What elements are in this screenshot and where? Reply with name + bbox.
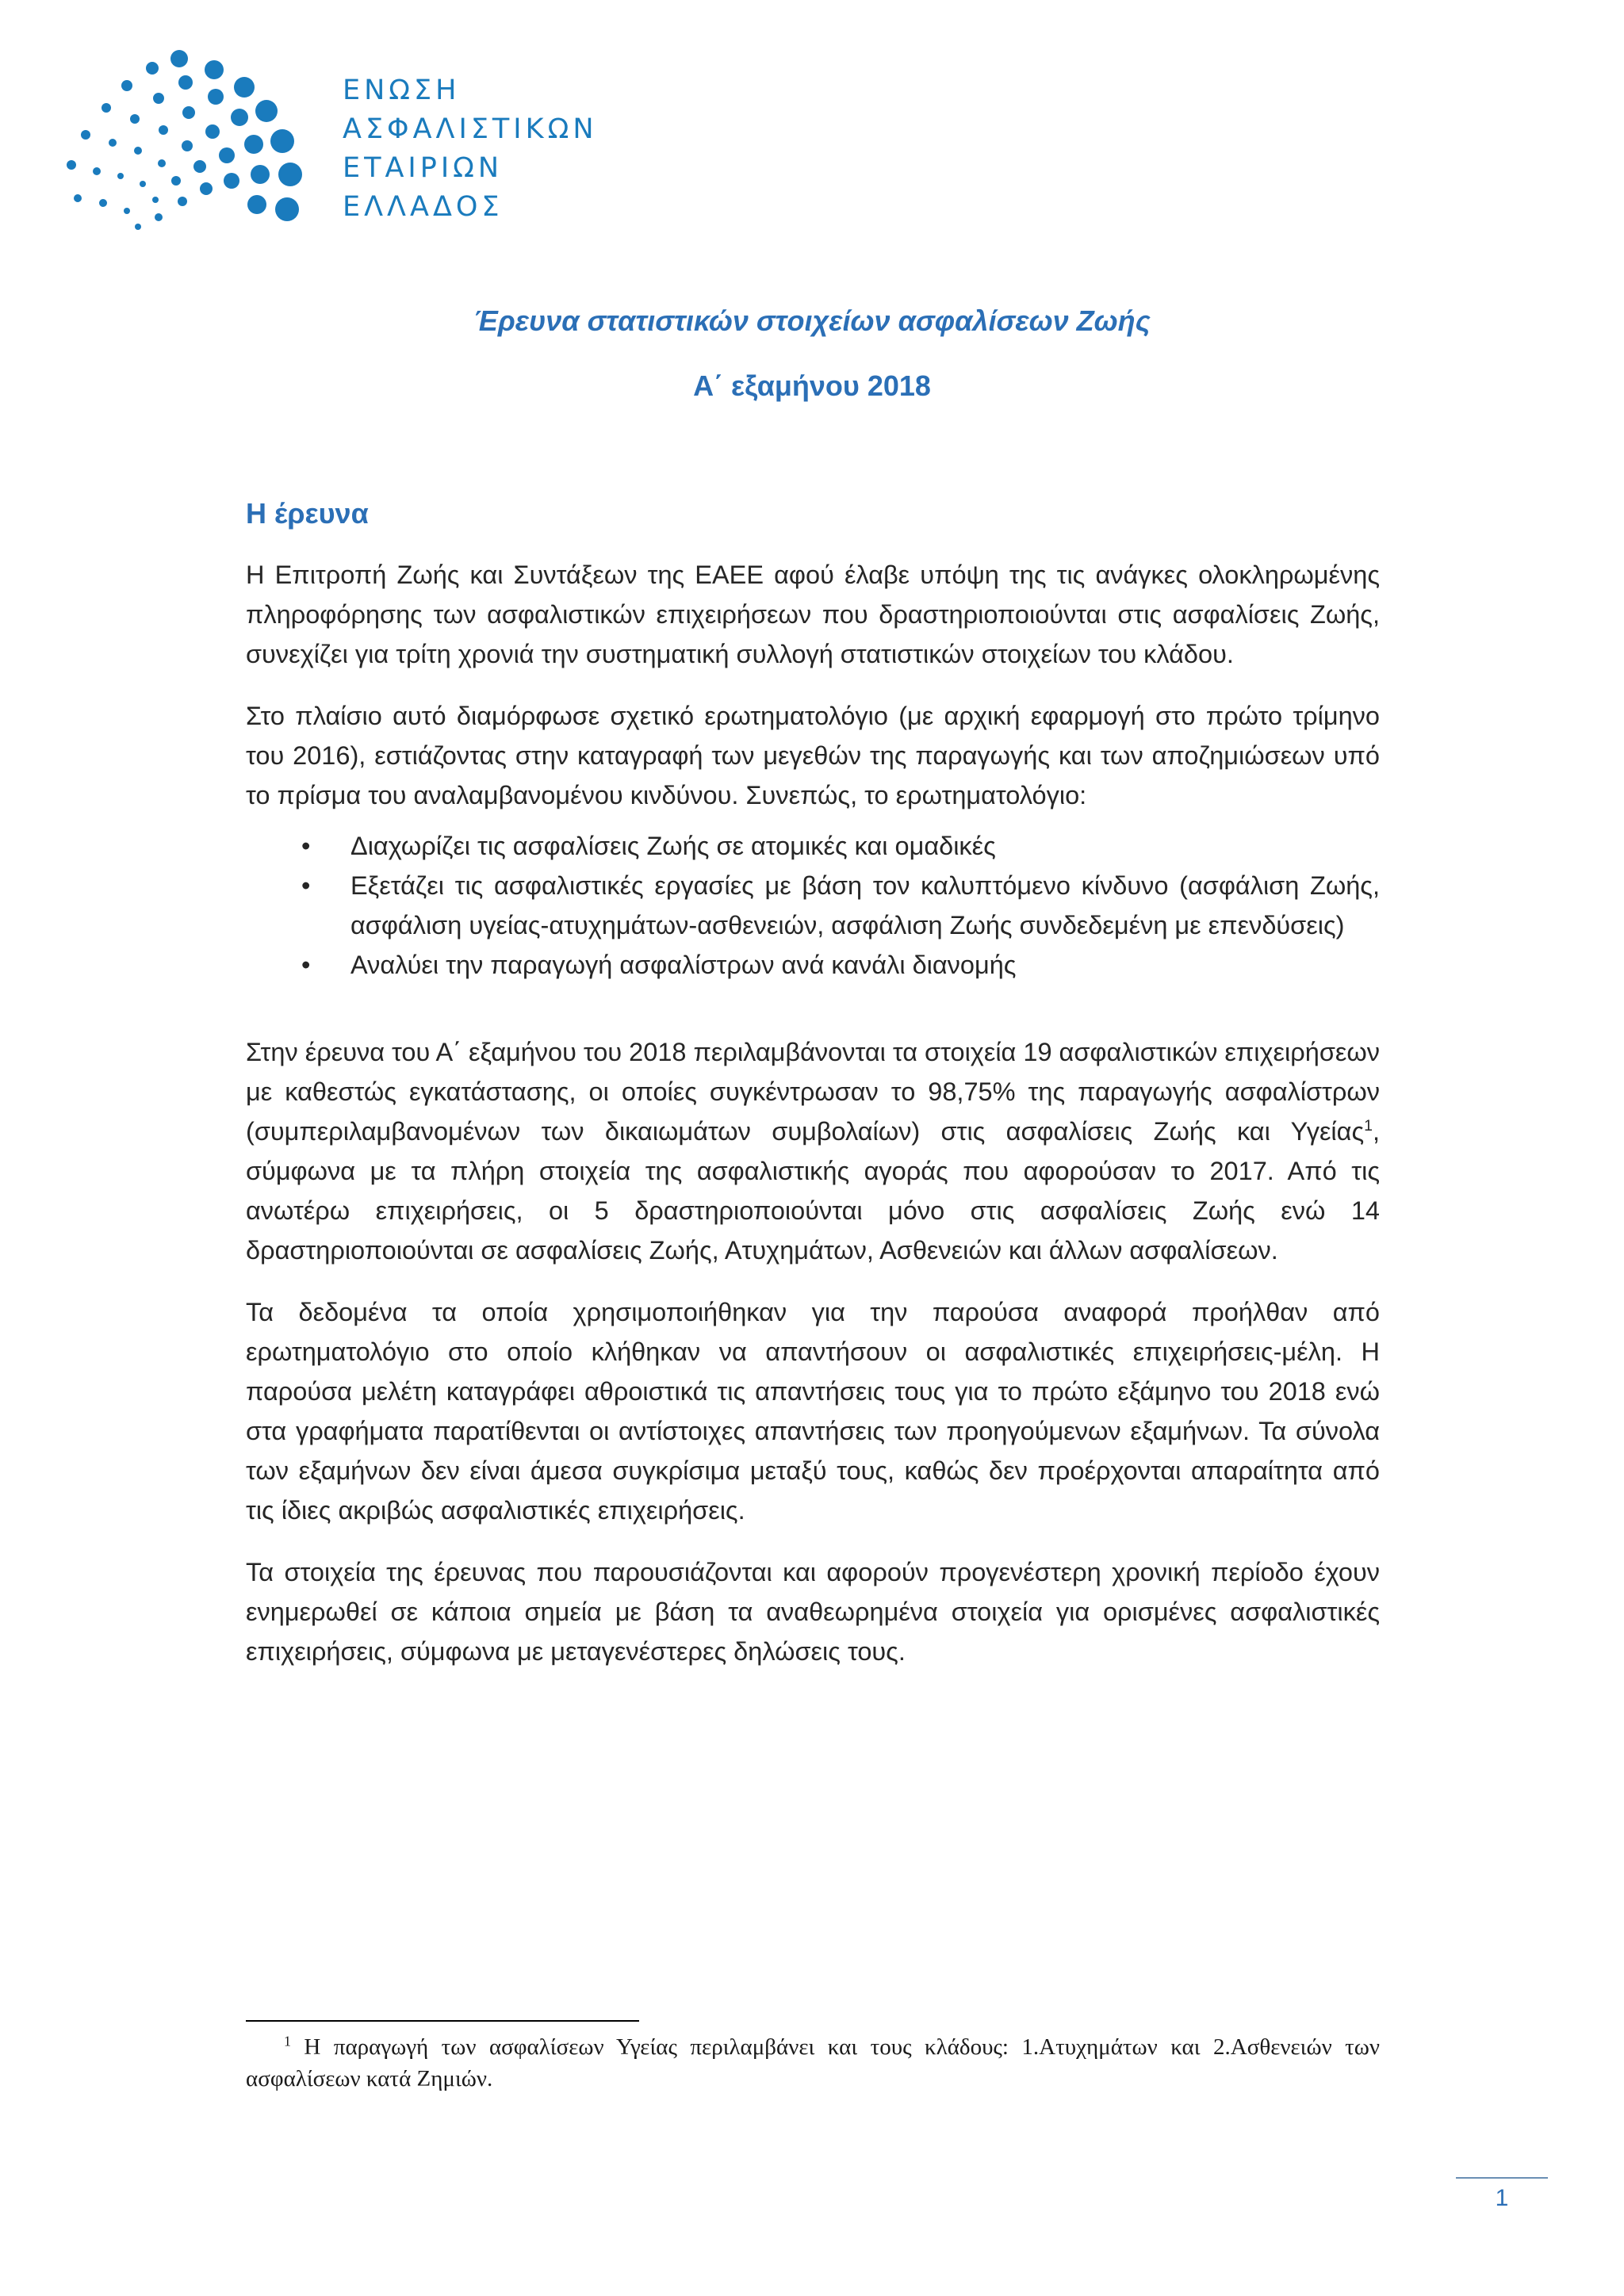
logo-dot <box>234 77 255 98</box>
logo-dot <box>200 182 213 195</box>
logo-dot <box>135 224 141 230</box>
footnote <box>246 2031 1380 2095</box>
logo-dot <box>159 125 168 135</box>
bullet-icon: • <box>301 951 311 979</box>
logo-dot <box>74 194 82 202</box>
paragraph-3-part-2: , σύμφωνα με τα πλήρη στοιχεία της ασφαλιστικής αγοράς που αφορούσαν το 2017. Από τις ανωτέρω επιχειρήσεις, οι 5 δραστηριοποιούνται μόνο στις ασφαλίσεις Ζωής ενώ 14 δραστηριοποιούνται σε ασφαλίσεις Ζωής, Ατυχημάτων, Ασθενειών και άλλων ασφαλίσεων. <box>246 1117 1380 1265</box>
logo-dot <box>121 80 132 91</box>
logo-dot <box>99 199 107 207</box>
list-item-text: Διαχωρίζει τις ασφαλίσεις Ζωής σε ατομικές και ομαδικές <box>350 832 996 860</box>
logo-dot <box>182 140 193 151</box>
bullet-list <box>246 826 1380 985</box>
logo-dot <box>158 159 166 167</box>
footnote-reference[interactable]: 1 <box>1364 1117 1373 1135</box>
logo-dot <box>270 129 294 153</box>
logo-dot <box>152 197 159 203</box>
logo-dot <box>275 197 299 221</box>
logo-dot <box>205 60 224 79</box>
logo-dot <box>109 139 117 147</box>
paragraph-5: Τα στοιχεία της έρευνας που παρουσιάζονται και αφορούν προγενέστερη χρονική περίοδο έχουν ενημερωθεί σε κάποια σημεία με βάση τα αναθεωρημένα στοιχεία για ορισμένες ασφαλιστικές επιχειρήσεις, σύμφωνα με μεταγενέστερες δηλώσεις τους. <box>246 1558 1380 1666</box>
paragraph-1: Η Επιτροπή Ζωής και Συντάξεων της ΕΑΕΕ αφού έλαβε υπόψη της τις ανάγκες ολοκληρωμένης πληροφόρησης των ασφαλιστικών επιχειρήσεων που δραστηριοποιούνται στις ασφαλίσεις Ζωής, συνεχίζει για τρίτη χρονιά την συστηματική συλλογή στατιστικών στοιχείων του κλάδου. <box>246 561 1380 668</box>
list-item <box>246 945 1380 985</box>
logo-dot <box>231 109 248 126</box>
bullet-icon: • <box>301 832 311 860</box>
logo-dot <box>205 124 220 139</box>
page-number: 1 <box>1495 2185 1509 2211</box>
logo-line-1: ΕΝΩΣΗ <box>343 75 461 106</box>
logo-dot <box>170 50 188 67</box>
logo-dot <box>171 176 181 186</box>
logo-dot <box>193 160 206 173</box>
logo-dot <box>130 114 140 124</box>
logo-dot <box>251 165 270 184</box>
paragraph-3 <box>246 1032 1380 1270</box>
paragraph-3-part-1: Στην έρευνα του Α΄ εξαμήνου του 2018 περιλαμβάνονται τα στοιχεία 19 ασφαλιστικών επιχειρήσεων με καθεστώς εγκατάστασης, οι οποίες συγκέντρωσαν το 98,75% της παραγωγής ασφαλίστρων (συμπεριλαμβανομένων των δικαιωμάτων συμβολαίων) στις ασφαλίσεις Ζωής και Υγείας <box>246 1038 1380 1146</box>
logo-wordmark <box>343 71 598 227</box>
logo-dot <box>255 100 278 122</box>
paragraph-4: Τα δεδομένα τα οποία χρησιμοποιήθηκαν για την παρούσα αναφορά προήλθαν από ερωτηματολόγιο στο οποίο κλήθηκαν να απαντήσουν οι ασφαλιστικές επιχειρήσεις-μέλη. Η παρούσα μελέτη καταγράφει αθροιστικά τις απαντήσεις τους για το πρώτο εξάμηνο του 2018 ενώ στα γραφήματα παρατίθενται οι αντίστοιχες απαντήσεις των προηγούμενων εξαμήνων. Τα σύνολα των εξαμήνων δεν είναι άμεσα συγκρίσιμα μεταξύ τους, καθώς δεν προέρχονται απαραίτητα από τις ίδιες ακριβώς ασφαλιστικές επιχειρήσεις. <box>246 1298 1380 1525</box>
logo-dot <box>244 135 263 154</box>
section-heading: Η έρευνα <box>246 497 369 530</box>
bullet-icon: • <box>301 871 311 900</box>
logo <box>60 48 615 238</box>
footnote-text: Η παραγωγή των ασφαλίσεων Υγείας περιλαμβάνει και τους κλάδους: 1.Ατυχημάτων και 2.Ασθενειών των ασφαλίσεων κατά Ζημιών. <box>246 2034 1380 2091</box>
logo-dot <box>208 89 224 105</box>
document-subtitle: Α΄ εξαμήνου 2018 <box>693 369 931 402</box>
page-number-divider <box>1456 2177 1548 2179</box>
logo-dot <box>178 197 187 206</box>
logo-dot <box>247 195 266 214</box>
logo-line-4: ΕΛΛΑΔΟΣ <box>343 191 504 223</box>
logo-dot <box>140 181 146 187</box>
logo-line-3: ΕΤΑΙΡΙΩΝ <box>343 152 504 184</box>
logo-dot <box>178 75 193 90</box>
logo-dot <box>124 208 130 214</box>
logo-dot <box>117 173 124 179</box>
document-title: Έρευνα στατιστικών στοιχείων ασφαλίσεων Ζωής <box>473 304 1151 337</box>
paragraph-2: Στο πλαίσιο αυτό διαμόρφωσε σχετικό ερωτηματολόγιο (με αρχική εφαρμογή στο πρώτο τρίμηνο του 2016), εστιάζοντας στην καταγραφή των μεγεθών της παραγωγής και των αποζημιώσεων υπό το πρίσμα του αναλαμβανομένου κινδύνου. Συνεπώς, το ερωτηματολόγιο: <box>246 702 1380 809</box>
list-item <box>246 866 1380 945</box>
logo-dot <box>219 147 235 163</box>
logo-dot <box>67 160 76 170</box>
logo-dot <box>153 93 164 104</box>
logo-dot <box>155 213 163 221</box>
main-content <box>246 492 1380 1693</box>
list-item-text: Αναλύει την παραγωγή ασφαλίστρων ανά κανάλι διανομής <box>350 951 1017 979</box>
logo-dot <box>182 106 195 119</box>
footnote-marker: 1 <box>284 2033 291 2049</box>
footnote-divider <box>246 2020 639 2022</box>
logo-dot <box>224 173 239 189</box>
logo-dot <box>81 130 90 140</box>
logo-dot <box>146 62 159 75</box>
list-item-text: Εξετάζει τις ασφαλιστικές εργασίες με βάση τον καλυπτόμενο κίνδυνο (ασφάλιση Ζωής, ασφάλιση υγείας-ατυχημάτων-ασθενειών, ασφάλιση Ζωής συνδεδεμένη με επενδύσεις) <box>350 871 1380 939</box>
logo-dot <box>134 147 142 155</box>
logo-dots-icon <box>60 48 330 238</box>
logo-dot <box>102 103 111 113</box>
logo-line-2: ΑΣΦΑΛΙΣΤΙΚΩΝ <box>343 113 598 145</box>
list-item <box>246 826 1380 866</box>
logo-dot <box>93 167 101 175</box>
logo-dot <box>278 163 302 186</box>
